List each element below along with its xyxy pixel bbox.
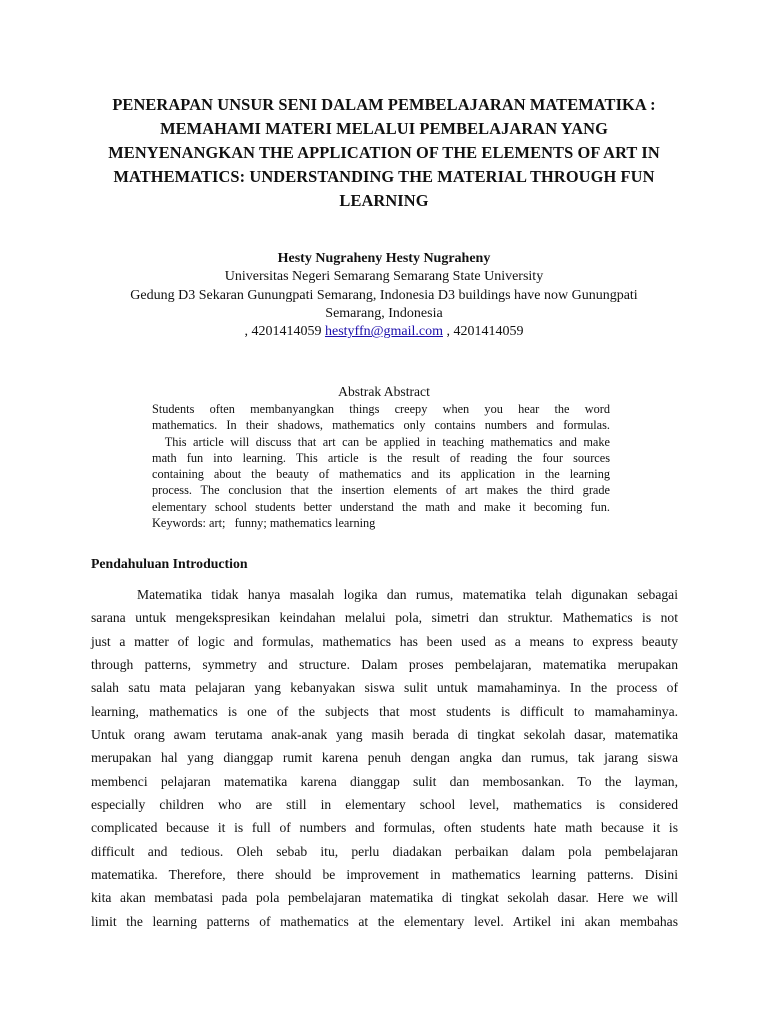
email-link[interactable]: hestyffn@gmail.com bbox=[324, 324, 443, 340]
body-line: Untuk orang awam terutama anak-anak yang masih berada di tingkat sekolah dasar, matematika bbox=[91, 727, 678, 743]
title-line: MENYENANGKAN THE APPLICATION OF THE ELEMENTS OF ART IN bbox=[108, 143, 660, 162]
body-line: membenci pelajaran matematika karena dianggap sulit dan membosankan. To the layman, bbox=[91, 773, 678, 789]
author-names: Hesty Nugraheny Hesty Nugraheny bbox=[277, 251, 491, 266]
abstract-line: math fun into learning. This article is the result of reading the four sources bbox=[152, 450, 610, 465]
title-line: PENERAPAN UNSUR SENI DALAM PEMBELAJARAN MATEMATIKA : bbox=[112, 95, 656, 114]
author-address-line: Semarang, Indonesia bbox=[325, 305, 443, 321]
title-line: MEMAHAMI MATERI MELALUI PEMBELAJARAN YANG bbox=[160, 119, 608, 138]
abstract-line: Students often membanyangkan things creepy when you hear the word bbox=[152, 402, 610, 416]
title-line: LEARNING bbox=[339, 191, 429, 210]
author-address-line: Gedung D3 Sekaran Gunungpati Semarang, Indonesia D3 buildings have now Gunungpati bbox=[130, 287, 638, 303]
body-line: Matematika tidak hanya masalah logika dan rumus, matematika telah digunakan sebagai bbox=[137, 587, 678, 602]
author-affiliation: Universitas Negeri Semarang Semarang State University bbox=[224, 269, 544, 285]
paper-title bbox=[80, 93, 688, 213]
contact-prefix: , 4201414059 bbox=[244, 324, 325, 340]
body-line: difficult and tedious. Oleh sebab itu, perlu diadakan perbaikan dalam pola pembelajaran bbox=[91, 843, 678, 859]
abstract-line: process. The conclusion that the insertion elements of art makes the third grade bbox=[152, 483, 610, 498]
author-block bbox=[60, 250, 708, 341]
abstract-line: This article will discuss that art can be applied in teaching mathematics and make bbox=[152, 434, 610, 449]
body-line: learning, mathematics is one of the subjects that most students is difficult to mamahaminya. bbox=[91, 703, 678, 719]
body-line: especially children who are still in elementary school level, mathematics is considered bbox=[91, 797, 678, 813]
abstract-line: mathematics. In their shadows, mathematics only contains numbers and formulas. bbox=[152, 418, 610, 433]
abstract-body bbox=[152, 401, 610, 531]
author-contact bbox=[60, 323, 708, 341]
section-body bbox=[91, 583, 678, 933]
body-line: matematika. Therefore, there should be improvement in mathematics learning patterns. Disini bbox=[91, 867, 678, 883]
abstract-heading: Abstrak Abstract bbox=[338, 384, 430, 399]
keywords-line: Keywords: art; funny; mathematics learning bbox=[152, 516, 376, 531]
body-line: limit the learning patterns of mathematics at the elementary level. Artikel ini akan membahas bbox=[91, 913, 678, 929]
body-line: sarana untuk mengekspresikan keindahan melalui pola, simetri dan struktur. Mathematics is not bbox=[91, 610, 678, 626]
body-line: through patterns, symmetry and structure. Dalam proses pembelajaran, matematika merupakan bbox=[91, 657, 678, 673]
body-line: merupakan hal yang dianggap rumit karena penuh dengan angka dan rumus, tak jarang siswa bbox=[91, 750, 678, 766]
section-heading: Pendahuluan Introduction bbox=[91, 556, 248, 571]
abstract-line: containing about the beauty of mathematics and its application in the learning bbox=[152, 467, 610, 482]
title-line: MATHEMATICS: UNDERSTANDING THE MATERIAL THROUGH FUN bbox=[113, 167, 655, 186]
body-line: complicated because it is full of numbers and formulas, often students hate math because it is bbox=[91, 820, 678, 836]
contact-suffix: , 4201414059 bbox=[443, 324, 524, 340]
body-line: salah satu mata pelajaran yang kebanyakan siswa sulit untuk mamahaminya. In the process of bbox=[91, 680, 678, 696]
body-line: kita akan membatasi pada pola pembelajaran matematika di tingkat sekolah dasar. Here we will bbox=[91, 890, 678, 906]
abstract-line: elementary school students better understand the math and make it becoming fun. bbox=[152, 499, 610, 514]
body-line: just a matter of logic and formulas, mathematics has been used as a means to express beauty bbox=[91, 633, 678, 649]
